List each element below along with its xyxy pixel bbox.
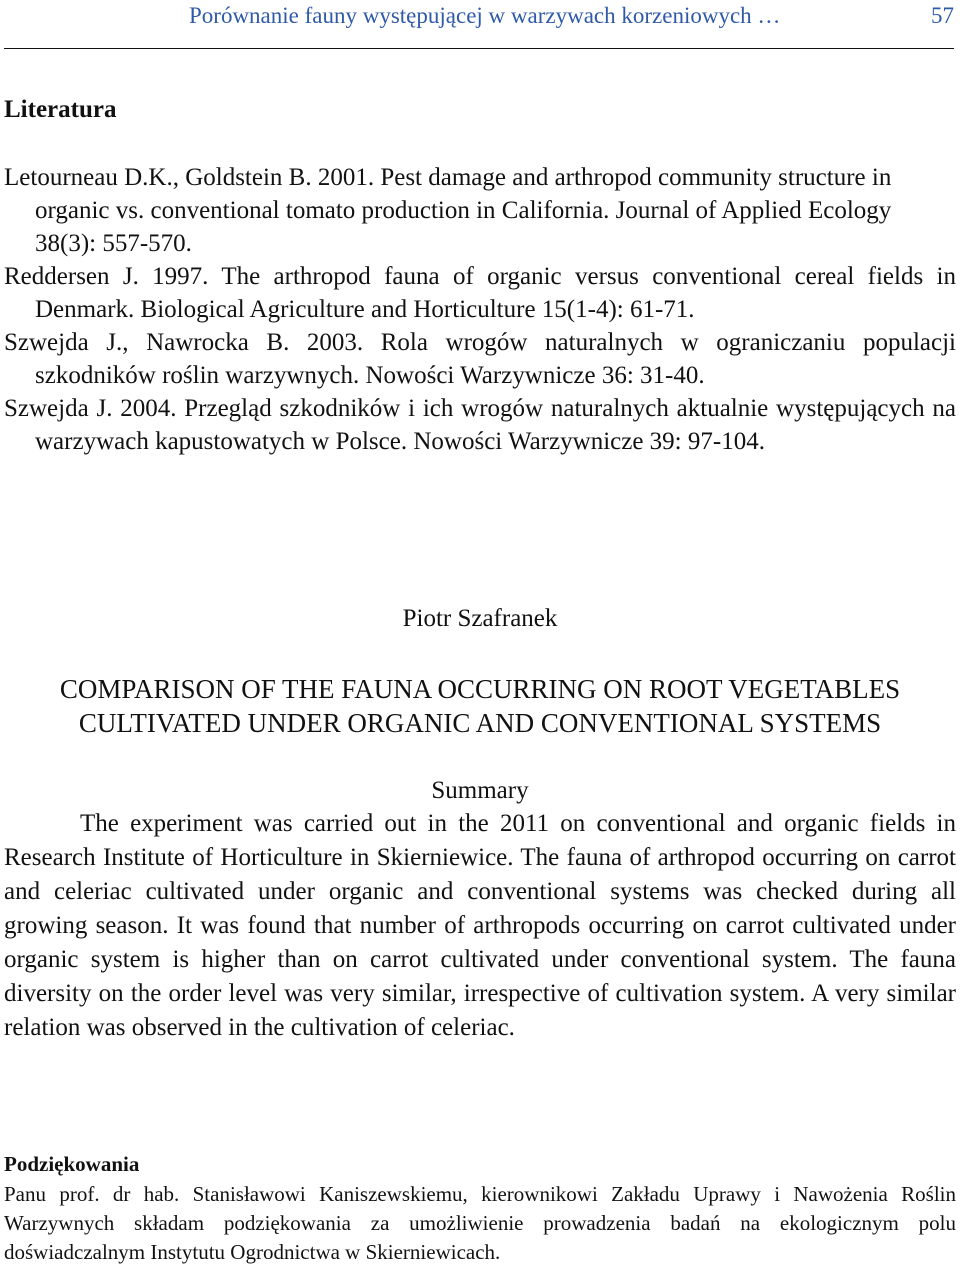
acknowledgements-heading: Podziękowania <box>4 1152 140 1176</box>
literature-heading: Literatura <box>4 96 117 123</box>
page-number: 57 <box>931 3 954 28</box>
running-title: Porównanie fauny występującej w warzywach korzeniowych … <box>189 3 781 28</box>
acknowledgements-text: Panu prof. dr hab. Stanisławowi Kaniszewskiemu, kierownikowi Zakładu Uprawy i Nawożenia Roślin Warzywnych składam podziękowania za umożliwienie prowadzenia badań na ekologicznym polu doświadczalnym Instytutu Ogrodnictwa w Skierniewicach. <box>4 1182 956 1264</box>
summary-text: The experiment was carried out in the 2011 on conventional and organic fields in Research Institute of Horticulture in Skierniewice. The fauna of arthropod occurring on carrot and celeriac cultivated under organic and conventional systems was checked during all growing season. It was found that number of arthropods occurring on carrot cultivated under organic system is higher than on carrot cultivated under conventional system. The fauna diversity on the order level was very similar, irrespective of cultivation system. A very similar relation was observed in the cultivation of celeriac. <box>4 810 956 1041</box>
reference-list <box>4 161 956 458</box>
abstract-title <box>4 672 956 740</box>
abstract-title-line: COMPARISON OF THE FAUNA OCCURRING ON ROOT VEGETABLES <box>59 674 901 704</box>
abstract-title-line: CULTIVATED UNDER ORGANIC AND CONVENTIONAL SYSTEMS <box>78 708 882 738</box>
reference-item: Reddersen J. 1997. The arthropod fauna of organic versus conventional cereal fields in Denmark. Biological Agriculture and Horticulture 15(1-4): 61-71. <box>4 263 956 323</box>
reference-item: Letourneau D.K., Goldstein B. 2001. Pest damage and arthropod community structure in organic vs. conventional tomato production in California. Journal of Applied Ecology 38(3): 557-570. <box>4 164 892 257</box>
reference-item: Szwejda J., Nawrocka B. 2003. Rola wrogów naturalnych w ograniczaniu populacji szkodników roślin warzywnych. Nowości Warzywnicze 36: 31-40. <box>4 329 956 389</box>
header-rule <box>4 48 954 49</box>
abstract-author: Piotr Szafranek <box>402 605 558 632</box>
reference-item: Szwejda J. 2004. Przegląd szkodników i ich wrogów naturalnych aktualnie występujących na warzywach kapustowatych w Polsce. Nowości Warzywnicze 39: 97-104. <box>4 395 956 455</box>
summary-heading: Summary <box>431 777 529 804</box>
